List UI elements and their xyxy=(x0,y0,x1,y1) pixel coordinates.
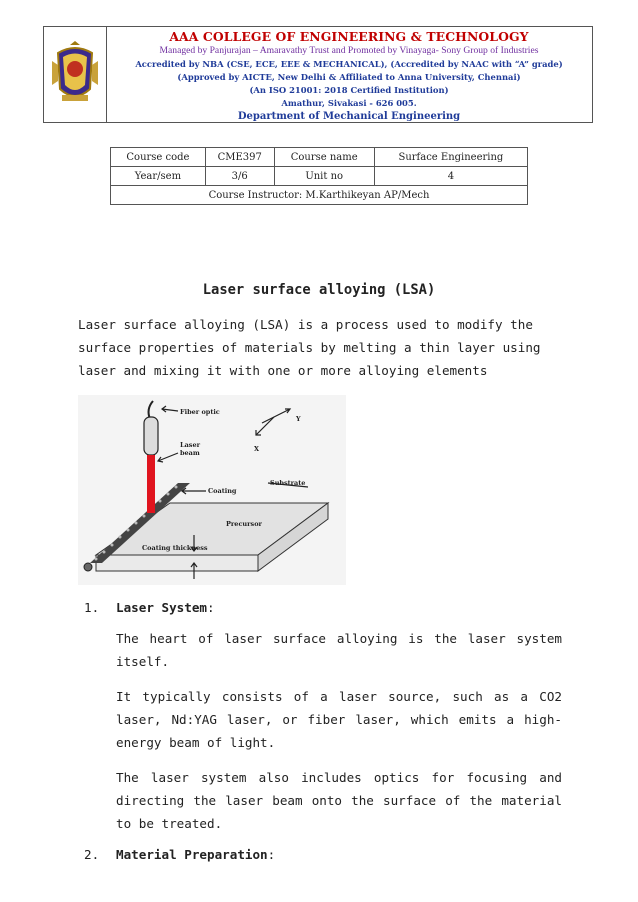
coating-end-marker xyxy=(84,563,92,571)
fiber-optic-label: Fiber optic xyxy=(180,408,220,416)
table-row xyxy=(111,186,528,205)
precursor-label: Precursor xyxy=(226,520,262,528)
list-paragraph: The heart of laser surface alloying is the laser system itself. xyxy=(116,631,562,669)
list-paragraph: It typically consists of a laser source, such as a CO2 laser, Nd:YAG laser, or fiber laser, which emits a high-energy beam of light. xyxy=(116,689,562,750)
laser-head xyxy=(144,417,158,455)
table-row xyxy=(111,167,528,186)
college-logo xyxy=(44,27,107,122)
coating-thickness-label: Coating thickness xyxy=(142,544,208,552)
letterhead xyxy=(43,26,593,123)
department-line: Department of Mechanical Engineering xyxy=(237,111,461,122)
unit-no-value: 4 xyxy=(374,167,527,186)
course-name-value: Surface Engineering xyxy=(374,148,527,167)
year-sem-label: Year/sem xyxy=(111,167,206,186)
heading-colon: : xyxy=(267,847,276,862)
list-heading: Material Preparation xyxy=(116,847,268,862)
axis-y-label: Y xyxy=(296,415,301,423)
year-sem-value: 3/6 xyxy=(205,167,274,186)
accreditation-line: Accredited by NBA (CSE, ECE, EEE & MECHANICAL), (Accredited by NAAC with “A” grade) xyxy=(135,59,563,69)
list-paragraph: The laser system also includes optics for focusing and directing the laser beam onto the surface of the material to be treated. xyxy=(116,770,562,831)
list-number: 1. xyxy=(84,600,100,615)
managed-by-line: Managed by Panjurajan – Amaravathy Trust and Promoted by Vinayaga- Sony Group of Industries xyxy=(159,45,539,56)
iso-line: (An ISO 21001: 2018 Certified Institution) xyxy=(249,85,449,95)
course-info-table xyxy=(110,147,528,205)
laser-beam-label-1: Laser xyxy=(180,441,201,449)
axis-x-label: X xyxy=(254,445,260,453)
approval-line: (Approved by AICTE, New Delhi & Affiliated to Anna University, Chennai) xyxy=(177,72,521,82)
college-crest-icon xyxy=(50,41,100,107)
list-item xyxy=(84,600,562,835)
list-heading: Laser System xyxy=(116,600,207,615)
course-code-value: CME397 xyxy=(205,148,274,167)
fiber-optic-cable xyxy=(149,401,153,419)
substrate-label: Substrate xyxy=(270,479,306,487)
heading-colon: : xyxy=(207,600,215,615)
laser-beam-label-2: beam xyxy=(180,449,200,457)
list-item xyxy=(84,847,562,862)
lsa-diagram xyxy=(78,395,346,585)
course-code-label: Course code xyxy=(111,148,206,167)
list-number: 2. xyxy=(84,847,100,862)
address-line: Amathur, Sivakasi - 626 005. xyxy=(281,98,417,108)
course-instructor: Course Instructor: M.Karthikeyan AP/Mech xyxy=(111,186,528,205)
substrate-front-face xyxy=(96,555,258,571)
laser-beam xyxy=(147,455,155,513)
section-title: Laser surface alloying (LSA) xyxy=(202,282,436,298)
numbered-list xyxy=(84,600,562,862)
unit-no-label: Unit no xyxy=(274,167,374,186)
table-row xyxy=(111,148,528,167)
coating-label: Coating xyxy=(208,487,237,495)
course-name-label: Course name xyxy=(274,148,374,167)
college-name: AAA COLLEGE OF ENGINEERING & TECHNOLOGY xyxy=(169,29,529,44)
intro-paragraph: Laser surface alloying (LSA) is a process used to modify the surface properties of materials by melting a thin layer using laser and mixing it with one or more alloying elements xyxy=(78,317,541,378)
